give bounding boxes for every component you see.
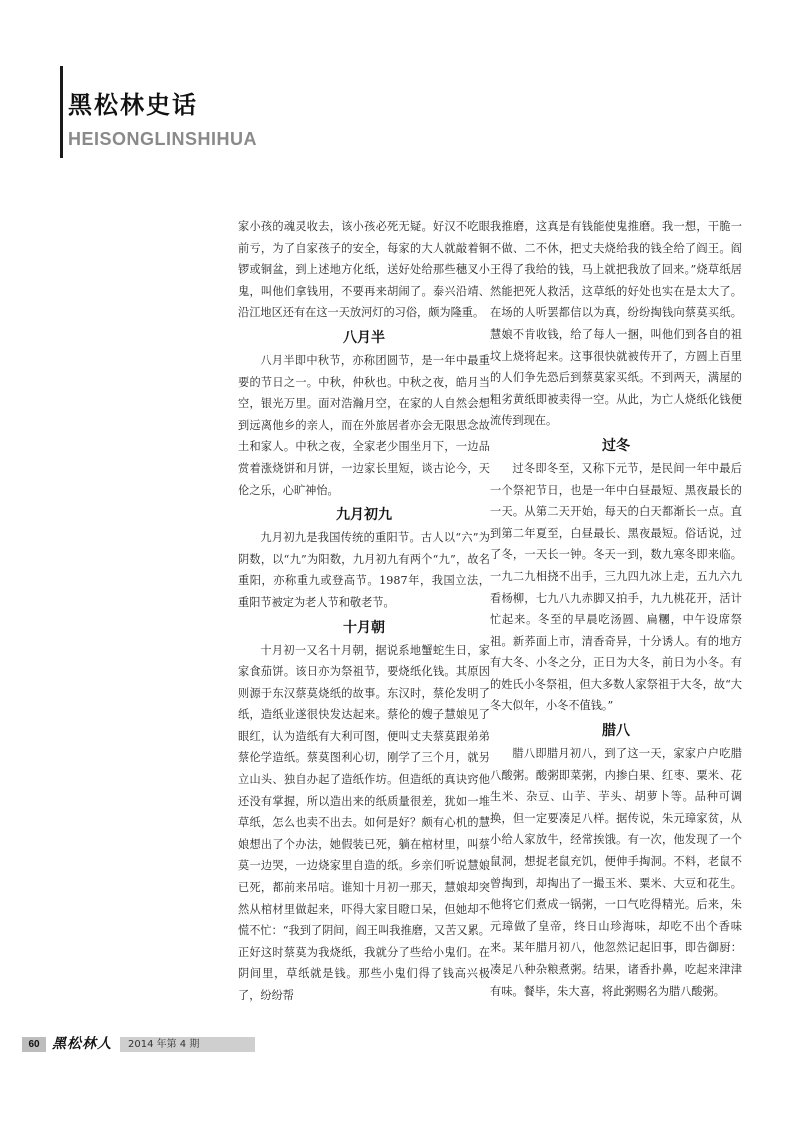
magazine-logo: 黑松林人	[52, 1036, 112, 1052]
article-column-right	[490, 216, 742, 1002]
page-number: 60	[22, 1037, 46, 1052]
paragraph-continued: 我推磨，这真是有钱能使鬼推磨。我一想，干脆一不做、二不休，把丈夫烧给我的钱全给了阎王。阎王得了我给的钱，马上就把我放了回来。”烧草纸居然能把死人救活，这草纸的好处也实在是太大了。在场的人听罢都信以为真，纷纷掏钱向蔡莫买纸。慧娘不肯收钱，给了每人一捆，叫他们到各自的祖坟上烧将起来。这事很快就被传开了，方圆上百里的人们争先恐后到蔡莫家买纸。不到两天，满屋的粗劣黄纸即被卖得一空。从此，为亡人烧纸化钱便流传到现在。	[490, 220, 742, 428]
paragraph: 腊八即腊月初八，到了这一天，家家户户吃腊八酸粥。酸粥即菜粥，内掺白果、红枣、粟米、花生米、杂豆、山芋、芋头、胡萝卜等。品种可调换，但一定要凑足八样。据传说，朱元璋家贫，从小给人家放牛，经常挨饿。有一次，他发现了一个鼠洞，想捉老鼠充饥，便伸手掏洞。不料，老鼠不曾掏到，却掏出了一撮玉米、粟米、大豆和花生。他将它们煮成一锅粥，一口气吃得精光。后来，朱元璋做了皇帝，终日山珍海味，却吃不出个香味来。某年腊月初八，他忽然记起旧事，即告御厨：凑足八种杂粮煮粥。结果，诸香扑鼻，吃起来津津有味。餐毕，朱大喜，将此粥赐名为腊八酸粥。	[490, 747, 742, 998]
article-column-left	[238, 216, 490, 1007]
paragraph: 过冬即冬至，又称下元节，是民间一年中最后一个祭祀节日，也是一年中白昼最短、黑夜最长的一天。从第二天开始，每天的白天都渐长一点。直到第二年夏至，白昼最长、黑夜最短。俗话说，过了冬，一天长一钟。冬天一到，数九寒冬即来临。一九二九相挠不出手，三九四九冰上走，五九六九看杨柳，七九八九赤脚又拍手，九九桃花开，活计忙起来。冬至的早晨吃汤圆、扁糰，中午设席祭祖。新荞面上市，清香奇异，十分诱人。有的地方有大冬、小冬之分，正日为大冬，前日为小冬。有的姓氏小冬祭祖，但大多数人家祭祖于大冬，故“大冬大似年，小冬不值钱。”	[490, 461, 742, 713]
section-heading-laba: 腊八	[602, 723, 630, 740]
issue-label: 2014 年第 4 期	[120, 1037, 255, 1052]
paragraph: 八月半即中秋节，亦称团圆节，是一年中最重要的节日之一。中秋，仲秋也。中秋之夜，皓月当空，银光万里。面对浩瀚月空，在家的人自然会想到远离他乡的亲人，而在外旅居者亦会无限思念故土和家人。中秋之夜，全家老少围坐月下，一边品赏着涨烧饼和月饼，一边家长里短，谈古论今，天伦之乐，心旷神怡。	[238, 353, 490, 497]
section-heading-shiyuechao: 十月朝	[343, 619, 385, 636]
section-heading-bayueban: 八月半	[343, 329, 385, 346]
paragraph: 十月初一又名十月朝，据说系地蟹蛇生日，家家食茄饼。该日亦为祭祖节，要烧纸化钱。其原因则源于东汉蔡莫烧纸的故事。东汉时，蔡伦发明了纸，造纸业遂很快发达起来。蔡伦的嫂子慧娘见了眼红，认为造纸有大利可图，便叫丈夫蔡莫跟弟弟蔡伦学造纸。蔡莫图利心切，刚学了三个月，就另立山头、独自办起了造纸作坊。但造纸的真诀窍他还没有掌握，所以造出来的纸质量很差，犹如一堆草纸，怎么也卖不出去。如何是好？颇有心机的慧娘想出了个办法，她假装已死，躺在棺材里，叫蔡莫一边哭，一边烧家里自造的纸。乡亲们听说慧娘已死，都前来吊唁。谁知十月初一那天，慧娘却突然从棺材里做起来，吓得大家目瞪口呆，但她却不慌不忙：“我到了阴间，阎王叫我推磨，又苦又累。正好这时蔡莫为我烧纸，我就分了些给小鬼们。在阴间里，草纸就是钱。那些小鬼们得了钱高兴极了，纷纷帮	[238, 643, 490, 1002]
paragraph-continued: 家小孩的魂灵收去，该小孩必死无疑。好汉不吃眼前亏，为了自家孩子的安全，每家的大人就敲着铜锣或铜盆，到上述地方化纸，送好处给那些穗叉小鬼，叫他们拿钱用，不要再来胡闹了。泰兴沿靖、沿江地区还有在这一天放河灯的习俗，颇为隆重。	[238, 220, 490, 320]
section-heading-guodong: 过冬	[602, 437, 630, 454]
page-footer	[22, 1037, 255, 1052]
section-heading-jiuyuechujiu: 九月初九	[336, 507, 392, 524]
paragraph: 九月初九是我国传统的重阳节。古人以“六”为阴数，以“九”为阳数，九月初九有两个“九”，故名重阳，亦称重九或登高节。1987年，我国立法，重阳节被定为老人节和敬老节。	[238, 531, 490, 609]
column-title-pinyin: HEISONGLINSHIHUA	[68, 129, 258, 149]
header-accent-bar	[60, 66, 63, 158]
column-title: 黑松林史话	[68, 91, 198, 119]
